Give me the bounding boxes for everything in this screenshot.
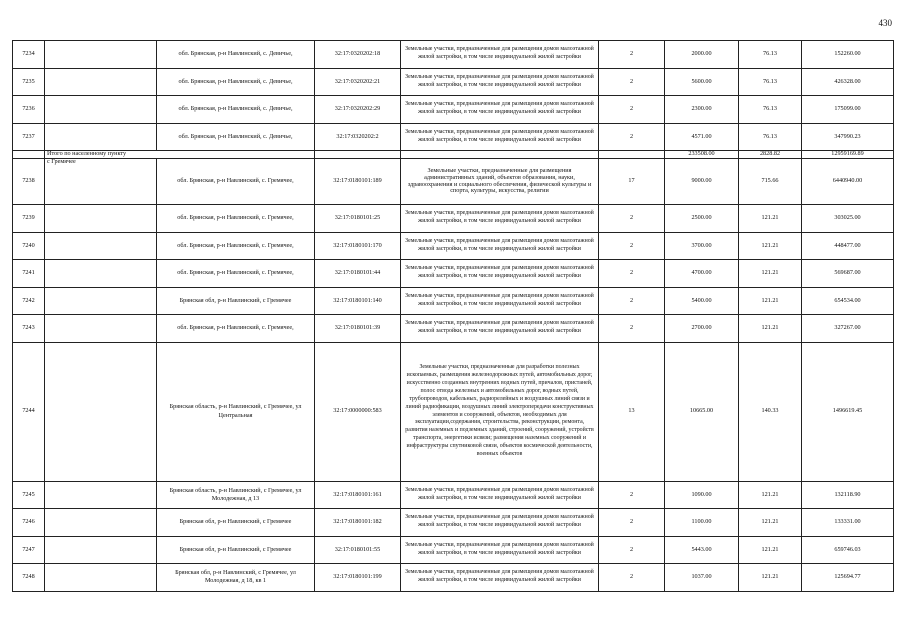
type-code-cell: 2	[599, 315, 665, 343]
value-cell: 132118.90	[802, 481, 894, 509]
value-cell: 347990.23	[802, 123, 894, 151]
empty-cell	[315, 151, 401, 159]
type-code-cell: 2	[599, 96, 665, 124]
empty-cell	[13, 151, 45, 159]
empty-cell	[45, 481, 157, 509]
row-number: 7247	[13, 536, 45, 564]
value-cell: 6440940.00	[802, 159, 894, 205]
empty-cell	[45, 232, 157, 260]
cadastral-number-cell: 32:17:0180101:25	[315, 205, 401, 233]
row-number: 7234	[13, 41, 45, 69]
rate-cell: 76.13	[739, 68, 802, 96]
type-code-cell: 2	[599, 205, 665, 233]
area-cell: 4571.00	[665, 123, 739, 151]
empty-cell	[45, 205, 157, 233]
area-cell: 10665.00	[665, 342, 739, 481]
purpose-cell: Земельные участки, предназначенные для размещения домов малоэтажной жилой застройки, в том числе индивидуальной жилой застройки	[401, 232, 599, 260]
area-cell: 3700.00	[665, 232, 739, 260]
cadastral-number-cell: 32:17:0320202:2	[315, 123, 401, 151]
area-cell: 4700.00	[665, 260, 739, 288]
row-number: 7242	[13, 287, 45, 315]
rate-cell: 121.21	[739, 509, 802, 537]
address-cell: обл. Брянская, р-н Навлинский, с. Девичье,	[157, 123, 315, 151]
rate-cell: 76.13	[739, 123, 802, 151]
purpose-cell: Земельные участки, предназначенные для размещения домов малоэтажной жилой застройки, в том числе индивидуальной жилой застройки	[401, 481, 599, 509]
type-code-cell: 2	[599, 509, 665, 537]
cadastral-value-table	[12, 40, 894, 592]
cadastral-number-cell: 32:17:0180101:199	[315, 564, 401, 592]
type-code-cell: 13	[599, 342, 665, 481]
address-cell: Брянская обл, р-н Навлинский, с Гремячее	[157, 536, 315, 564]
address-cell: обл. Брянская, р-н Навлинский, с. Девичье,	[157, 96, 315, 124]
page-number: 430	[878, 18, 892, 28]
empty-cell	[45, 509, 157, 537]
rate-cell: 121.21	[739, 481, 802, 509]
address-cell: обл. Брянская, р-н Навлинский, с. Девичье,	[157, 68, 315, 96]
area-cell: 9000.00	[665, 159, 739, 205]
cadastral-number-cell: 32:17:0180101:39	[315, 315, 401, 343]
type-code-cell: 2	[599, 260, 665, 288]
purpose-cell: Земельные участки, предназначенные для размещения домов малоэтажной жилой застройки, в том числе индивидуальной жилой застройки	[401, 536, 599, 564]
value-cell: 327267.00	[802, 315, 894, 343]
value-cell: 569687.00	[802, 260, 894, 288]
empty-cell	[45, 536, 157, 564]
table-row	[13, 315, 894, 343]
rate-cell: 140.33	[739, 342, 802, 481]
row-number: 7240	[13, 232, 45, 260]
empty-cell	[401, 151, 599, 159]
section-header-row	[13, 159, 894, 167]
rate-cell: 121.21	[739, 260, 802, 288]
type-code-cell: 17	[599, 159, 665, 205]
purpose-cell: Земельные участки, предназначенные для разработки полезных ископаемых, размещения железнодорожных путей, автомобильных дорог, искусственно созданных внутренних водных путей, причалов, пристаней, полос отвода железных и автомобильных дорог, водных путей, трубопроводов, кабельных, радиорелейных и воздушных линий связи и линий радиофикации, воздушных линий электропередачи конструктивных элементов и сооружений, объектов, необходимых для эксплуатации,содержания, строительства, реконструкции, ремонта, развития наземных и подземных зданий, строений, сооружений, устройств транспорта, энергетики исвязи; размещения наземных сооружений и инфраструктуры спутниковой связи, объектов космической деятельности, военных объектов	[401, 342, 599, 481]
address-cell: обл. Брянская, р-н Навлинский, с. Гремячее,	[157, 159, 315, 205]
cadastral-number-cell: 32:17:0320202:21	[315, 68, 401, 96]
empty-cell	[45, 96, 157, 124]
empty-cell	[45, 287, 157, 315]
rate-cell: 121.21	[739, 205, 802, 233]
cadastral-number-cell: 32:17:0000000:583	[315, 342, 401, 481]
table-row	[13, 481, 894, 509]
value-cell: 448477.00	[802, 232, 894, 260]
address-cell: обл. Брянская, р-н Навлинский, с. Гремячее,	[157, 232, 315, 260]
empty-cell	[45, 123, 157, 151]
area-cell: 5600.00	[665, 68, 739, 96]
cadastral-number-cell: 32:17:0180101:189	[315, 159, 401, 205]
value-cell: 1496619.45	[802, 342, 894, 481]
purpose-cell: Земельные участки, предназначенные для размещения домов малоэтажной жилой застройки, в том числе индивидуальной жилой застройки	[401, 260, 599, 288]
row-number: 7235	[13, 68, 45, 96]
empty-cell	[45, 342, 157, 481]
type-code-cell: 2	[599, 564, 665, 592]
purpose-cell: Земельные участки, предназначенные для размещения домов малоэтажной жилой застройки, в том числе индивидуальной жилой застройки	[401, 287, 599, 315]
table-row	[13, 564, 894, 592]
row-number: 7237	[13, 123, 45, 151]
type-code-cell: 2	[599, 68, 665, 96]
address-cell: Брянская обл, р-н Навлинский, с Гремячее, ул Молодежная, д 18, кв 1	[157, 564, 315, 592]
purpose-cell: Земельные участки, предназначенные для размещения домов малоэтажной жилой застройки, в том числе индивидуальной жилой застройки	[401, 123, 599, 151]
type-code-cell: 2	[599, 536, 665, 564]
area-cell: 2500.00	[665, 205, 739, 233]
rate-cell: 121.21	[739, 564, 802, 592]
area-cell: 1090.00	[665, 481, 739, 509]
rate-cell: 76.13	[739, 41, 802, 69]
table-row	[13, 68, 894, 96]
row-number: 7245	[13, 481, 45, 509]
rate-cell: 121.21	[739, 287, 802, 315]
total-value: 12959169.89	[802, 151, 894, 159]
value-cell: 659746.03	[802, 536, 894, 564]
value-cell: 654534.00	[802, 287, 894, 315]
purpose-cell: Земельные участки, предназначенные для размещения домов малоэтажной жилой застройки, в том числе индивидуальной жилой застройки	[401, 68, 599, 96]
purpose-cell: Земельные участки, предназначенные для размещения домов малоэтажной жилой застройки, в том числе индивидуальной жилой застройки	[401, 564, 599, 592]
address-cell: обл. Брянская, р-н Навлинский, с. Гремячее,	[157, 315, 315, 343]
value-cell: 426328.00	[802, 68, 894, 96]
cadastral-number-cell: 32:17:0180101:170	[315, 232, 401, 260]
address-cell: обл. Брянская, р-н Навлинский, с. Гремячее,	[157, 205, 315, 233]
empty-cell	[45, 260, 157, 288]
area-cell: 1100.00	[665, 509, 739, 537]
purpose-cell: Земельные участки, предназначенные для размещения домов малоэтажной жилой застройки, в том числе индивидуальной жилой застройки	[401, 96, 599, 124]
cadastral-number-cell: 32:17:0320202:18	[315, 41, 401, 69]
total-row	[13, 151, 894, 159]
type-code-cell: 2	[599, 123, 665, 151]
table-row	[13, 123, 894, 151]
type-code-cell: 2	[599, 41, 665, 69]
area-cell: 1037.00	[665, 564, 739, 592]
purpose-cell: Земельные участки, предназначенные для размещения домов малоэтажной жилой застройки, в том числе индивидуальной жилой застройки	[401, 205, 599, 233]
table-row	[13, 232, 894, 260]
settlement-name: с Гремячее	[45, 159, 157, 205]
value-cell: 125694.77	[802, 564, 894, 592]
purpose-cell: Земельные участки, предназначенные для размещения административных зданий, объектов образования, науки, здравоохранения и социального обеспечения, физической культуры и спорта, культуры, искусства, религии	[401, 159, 599, 205]
cadastral-number-cell: 32:17:0180101:182	[315, 509, 401, 537]
row-number: 7239	[13, 205, 45, 233]
area-cell: 2300.00	[665, 96, 739, 124]
empty-cell	[45, 564, 157, 592]
address-cell: обл. Брянская, р-н Навлинский, с. Гремячее,	[157, 260, 315, 288]
area-cell: 2700.00	[665, 315, 739, 343]
rate-cell: 76.13	[739, 96, 802, 124]
empty-cell	[45, 315, 157, 343]
table-row	[13, 287, 894, 315]
address-cell: Брянская обл, р-н Навлинский, с Гремячее	[157, 287, 315, 315]
cadastral-number-cell: 32:17:0180101:44	[315, 260, 401, 288]
cadastral-number-cell: 32:17:0320202:29	[315, 96, 401, 124]
cadastral-number-cell: 32:17:0180101:161	[315, 481, 401, 509]
total-area: 233508.00	[665, 151, 739, 159]
table-row	[13, 342, 894, 481]
rate-cell: 715.66	[739, 159, 802, 205]
empty-cell	[45, 68, 157, 96]
row-number: 7238	[13, 159, 45, 205]
value-cell: 152260.00	[802, 41, 894, 69]
address-cell: Брянская область, р-н Навлинский, с Гремячее, ул Центральная	[157, 342, 315, 481]
address-cell: обл. Брянская, р-н Навлинский, с. Девичье,	[157, 41, 315, 69]
table-row	[13, 260, 894, 288]
type-code-cell: 2	[599, 232, 665, 260]
value-cell: 133331.00	[802, 509, 894, 537]
rate-cell: 121.21	[739, 536, 802, 564]
table-row	[13, 205, 894, 233]
table-row	[13, 509, 894, 537]
table-row	[13, 96, 894, 124]
purpose-cell: Земельные участки, предназначенные для размещения домов малоэтажной жилой застройки, в том числе индивидуальной жилой застройки	[401, 509, 599, 537]
rate-cell: 121.21	[739, 232, 802, 260]
row-number: 7246	[13, 509, 45, 537]
row-number: 7243	[13, 315, 45, 343]
table-row	[13, 41, 894, 69]
type-code-cell: 2	[599, 481, 665, 509]
area-cell: 5443.00	[665, 536, 739, 564]
type-code-cell: 2	[599, 287, 665, 315]
empty-cell	[45, 41, 157, 69]
row-number: 7241	[13, 260, 45, 288]
address-cell: Брянская обл, р-н Навлинский, с Гремячее	[157, 509, 315, 537]
area-cell: 2000.00	[665, 41, 739, 69]
value-cell: 175099.00	[802, 96, 894, 124]
empty-cell	[599, 151, 665, 159]
purpose-cell: Земельные участки, предназначенные для размещения домов малоэтажной жилой застройки, в том числе индивидуальной жилой застройки	[401, 315, 599, 343]
value-cell: 303025.00	[802, 205, 894, 233]
total-rate: 2828.82	[739, 151, 802, 159]
address-cell: Брянская область, р-н Навлинский, с Гремячее, ул Молодежная, д 13	[157, 481, 315, 509]
cadastral-number-cell: 32:17:0180101:55	[315, 536, 401, 564]
cadastral-number-cell: 32:17:0180101:140	[315, 287, 401, 315]
purpose-cell: Земельные участки, предназначенные для размещения домов малоэтажной жилой застройки, в том числе индивидуальной жилой застройки	[401, 41, 599, 69]
row-number: 7244	[13, 342, 45, 481]
table-row	[13, 536, 894, 564]
area-cell: 5400.00	[665, 287, 739, 315]
row-number: 7236	[13, 96, 45, 124]
rate-cell: 121.21	[739, 315, 802, 343]
total-label: Итого по населенному пункту	[45, 151, 315, 159]
row-number: 7248	[13, 564, 45, 592]
